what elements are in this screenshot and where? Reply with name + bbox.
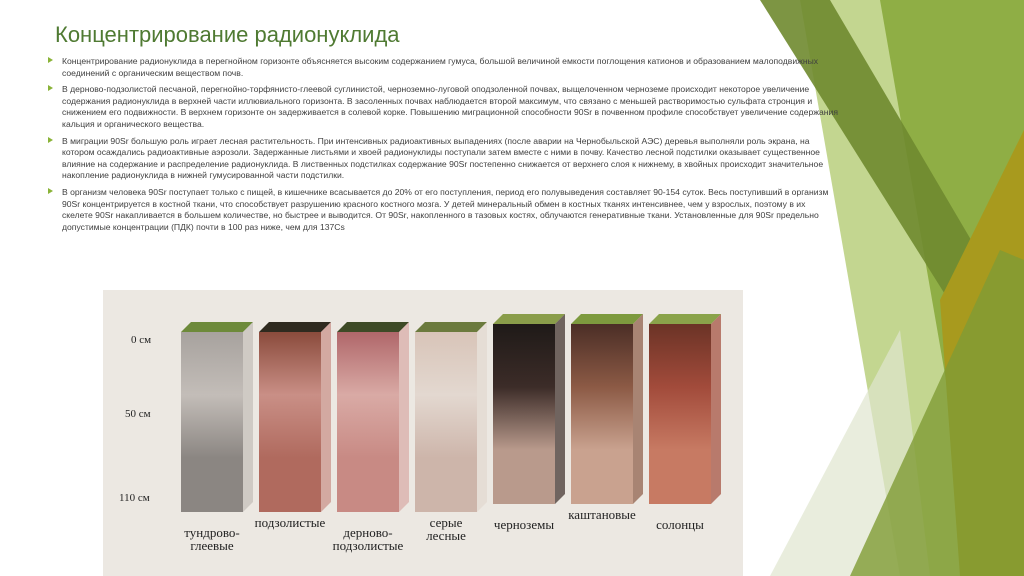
profile-side — [321, 322, 331, 512]
soil-label: черноземы — [493, 517, 555, 532]
profile-side — [711, 314, 721, 504]
depth-label-50: 50 см — [125, 408, 151, 420]
bullet-item — [48, 187, 838, 233]
soil-block-0 — [181, 322, 253, 512]
bullet-text: В организм человека 90Sr поступает только с пищей, в кишечнике всасывается до 20% от его поступления, период его полувыведения составляет 90-154 суток. Весь поступивший в организм 90Sr концентрируется в костной ткани, что способствует разрушению красного костного мозга. У детей минеральный обмен в костных тканях интенсивнее, чем у взрослых, поэтому в их скелете 90Sr накапливается в большем количестве, но быстрее и выводится. От 90Sr, накопленного в тазовых костях, облучаются генеративные ткани. Установленные для 90Sr предельно допустимые концентрации (ПДК) почти в 100 раз ниже, чем для 137Cs — [62, 186, 829, 232]
profile-front — [571, 324, 633, 504]
soil-block-6 — [649, 314, 721, 504]
bullet-arrow-icon — [48, 188, 53, 194]
soil-block-5 — [571, 314, 643, 504]
vegetation-top — [259, 322, 331, 332]
vegetation-top — [415, 322, 487, 332]
profile-side — [243, 322, 253, 512]
vegetation-top — [493, 314, 565, 324]
soil-label: дерново- подзолистые — [332, 525, 404, 553]
bullet-arrow-icon — [48, 137, 53, 143]
bullet-item — [48, 136, 838, 182]
vegetation-top — [571, 314, 643, 324]
depth-label-0: 0 см — [131, 334, 152, 346]
soil-label: каштановые — [568, 507, 636, 522]
profile-front — [259, 332, 321, 512]
profile-side — [633, 314, 643, 504]
soil-block-4 — [493, 314, 565, 504]
bullet-list — [48, 56, 838, 238]
profile-front — [415, 332, 477, 512]
depth-label-110: 110 см — [119, 492, 150, 504]
soil-block-1 — [259, 322, 331, 512]
soil-label: тундрово- глеевые — [184, 525, 240, 553]
profile-side — [555, 314, 565, 504]
bullet-arrow-icon — [48, 57, 53, 63]
profile-side — [399, 322, 409, 512]
soil-block-2 — [337, 322, 409, 512]
bullet-text: В миграции 90Sr большую роль играет лесная растительность. При интенсивных радиоактивных выпадениях (после аварии на Чернобыльской АЭС) деревья выполняли роль экрана, на котором осаждались радиоактивные аэрозоли. Задержанные листьями и хвоей радионуклиды поступали затем вместе с ними в почву. Качество лесной подстилки оказывает существенное влияние на содержание и распределение радионуклида. В лиственных подстилках содержание 90Sr постепенно снижается от верхнего слоя к нижнему, в хвойных происходит значительное накопление радионуклида в нижней гумусированной части подстилки. — [62, 135, 824, 181]
bullet-text: Концентрирование радионуклида в перегнойном горизонте объясняется высоким содержанием гумуса, большой величиной емкости поглощения катионов и образованием малоподвижных соединений с органическим веществом почв. — [62, 56, 819, 78]
vegetation-top — [337, 322, 409, 332]
vegetation-top — [181, 322, 253, 332]
bullet-text: В дерново-подзолистой песчаной, перегнойно-торфянисто-глеевой суглинистой, черноземно-луговой оподзоленной почвах, выщелоченном черноземе происходит некоторое увеличение содержания радионуклида в верхней части иллювиального горизонта. В засоленных почвах наблюдается второй максимум, что связано с меньшей растворимостью сульфата стронция и снижением его подвижности. В верхнем горизонте он задерживается в солевой корке. Повышению миграционной способности 90Sr в почвенном профиле способствует увеличение содержания кальция и органического вещества. — [62, 84, 838, 129]
bullet-arrow-icon — [48, 85, 53, 91]
bullet-item — [48, 56, 838, 79]
slide-title: Концентрирование радионуклида — [55, 22, 400, 47]
profile-front — [181, 332, 243, 512]
soil-label: серые лесные — [426, 515, 466, 543]
bullet-item — [48, 84, 838, 130]
vegetation-top — [649, 314, 721, 324]
profile-front — [493, 324, 555, 504]
profile-side — [477, 322, 487, 512]
profile-front — [649, 324, 711, 504]
soil-label: подзолистые — [254, 515, 326, 530]
soil-profiles-figure — [103, 290, 743, 576]
profile-front — [337, 332, 399, 512]
soil-label: солонцы — [656, 517, 704, 532]
soil-block-3 — [415, 322, 487, 512]
